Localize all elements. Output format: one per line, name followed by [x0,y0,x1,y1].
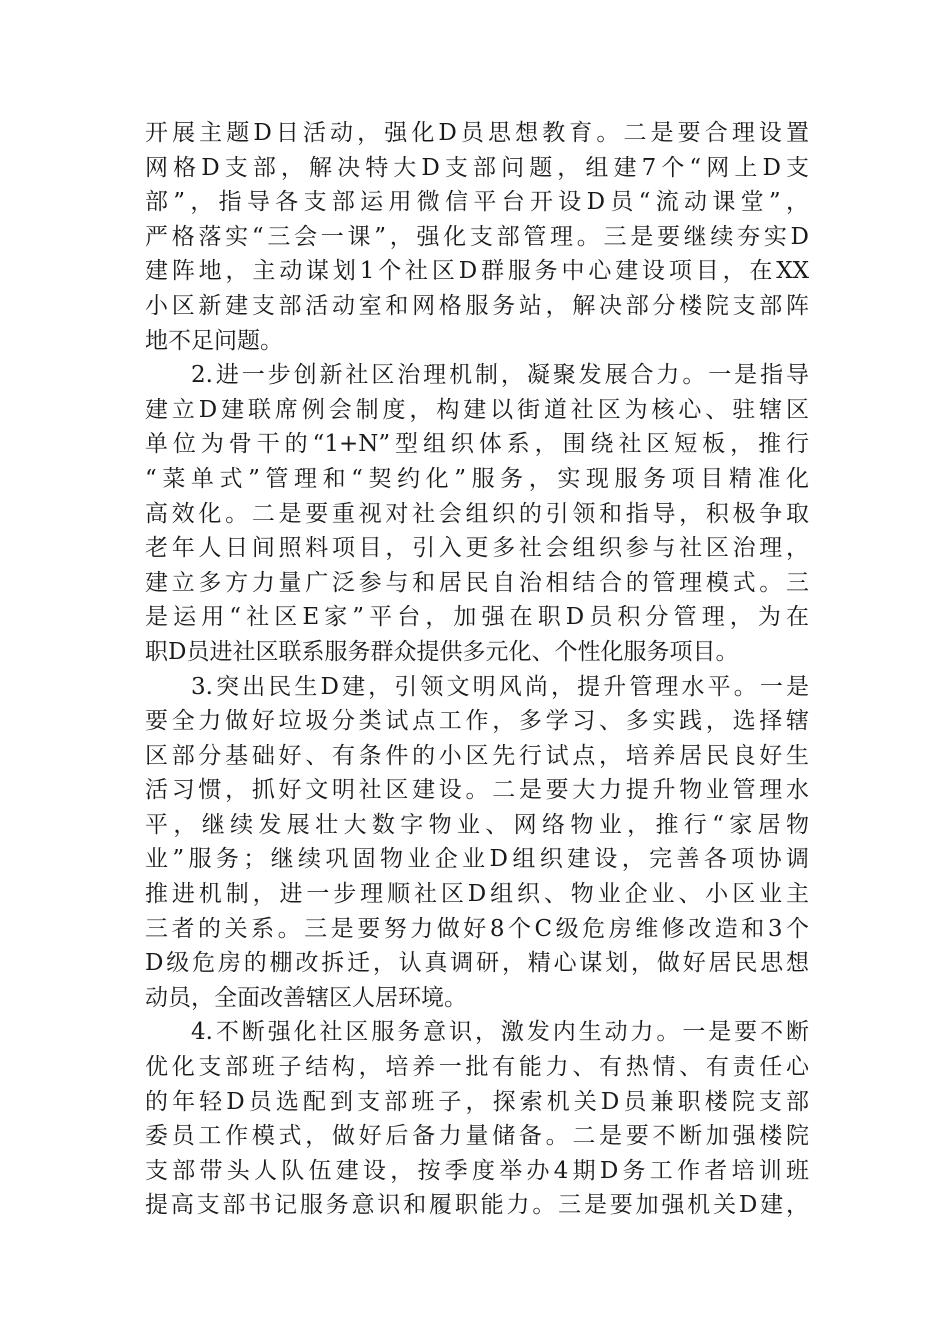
text-line: 活习惯，抓好文明社区建设。二是要大力提升物业管理水 [145,777,809,804]
text-line: 建阵地，主动谋划1个社区D群服务中心建设项目，在XX [145,258,809,285]
text-line: 是运用“社区E家”平台，加强在职D员积分管理，为在 [145,604,809,631]
text-line: 三者的关系。三是要努力做好8个C级危房维修改造和3个 [145,915,809,942]
section-heading-line: 2.进一步创新社区治理机制，凝聚发展合力。一是指导 [191,362,809,389]
text-line: 高效化。二是要重视对社会组织的引领和指导，积极争取 [145,500,809,527]
text-line: 委员工作模式，做好后备力量储备。二是要不断加强楼院 [145,1123,809,1150]
text-line: “菜单式”管理和“契约化”服务，实现服务项目精准化 [145,465,809,492]
section-heading-line: 3.突出民生D建，引领文明风尚，提升管理水平。一是 [191,673,809,700]
text-line: 的年轻D员选配到支部班子，探索机关D员兼职楼院支部 [145,1088,809,1115]
text-line: 小区新建支部活动室和网格服务站，解决部分楼院支部阵 [145,292,809,319]
text-line: 网格D支部，解决特大D支部问题，组建7个“网上D支 [145,154,809,181]
body-text [145,116,809,1223]
text-line: 区部分基础好、有条件的小区先行试点，培养居民良好生 [145,742,809,769]
text-line: 提高支部书记服务意识和履职能力。三是要加强机关D建， [145,1192,809,1219]
text-line: 建立多方力量广泛参与和居民自治相结合的管理模式。三 [145,569,809,596]
text-line: 老年人日间照料项目，引入更多社会组织参与社区治理， [145,535,809,562]
text-line: 部”，指导各支部运用微信平台开设D员“流动课堂”， [145,189,809,216]
text-line: 平，继续发展壮大数字物业、网络物业，推行“家居物 [145,811,809,838]
text-line: 业”服务；继续巩固物业企业D组织建设，完善各项协调 [145,846,809,873]
text-line: 支部带头人队伍建设，按季度举办4期D务工作者培训班 [145,1157,809,1184]
text-line: 严格落实“三会一课”，强化支部管理。三是要继续夯实D [145,223,809,250]
text-line: 开展主题D日活动，强化D员思想教育。二是要合理设置 [145,120,809,146]
text-line: 职D员进社区联系服务群众提供多元化、个性化服务项目。 [145,638,739,665]
text-line: D级危房的棚改拆迁，认真调研，精心谋划，做好居民思想 [145,950,809,977]
section-heading-line: 4.不断强化社区服务意识，激发内生动力。一是要不断 [191,1019,809,1046]
text-line: 推进机制，进一步理顺社区D组织、物业企业、小区业主 [145,881,809,908]
text-line: 要全力做好垃圾分类试点工作，多学习、多实践，选择辖 [145,708,809,735]
text-line: 建立D建联席例会制度，构建以街道社区为核心、驻辖区 [145,396,809,423]
text-line: 动员，全面改善辖区人居环境。 [145,984,467,1011]
text-line: 优化支部班子结构，培养一批有能力、有热情、有责任心 [145,1054,809,1081]
text-line: 地不足问题。 [145,327,283,354]
text-line: 单位为骨干的“1+N”型组织体系，围绕社区短板，推行 [145,431,809,458]
